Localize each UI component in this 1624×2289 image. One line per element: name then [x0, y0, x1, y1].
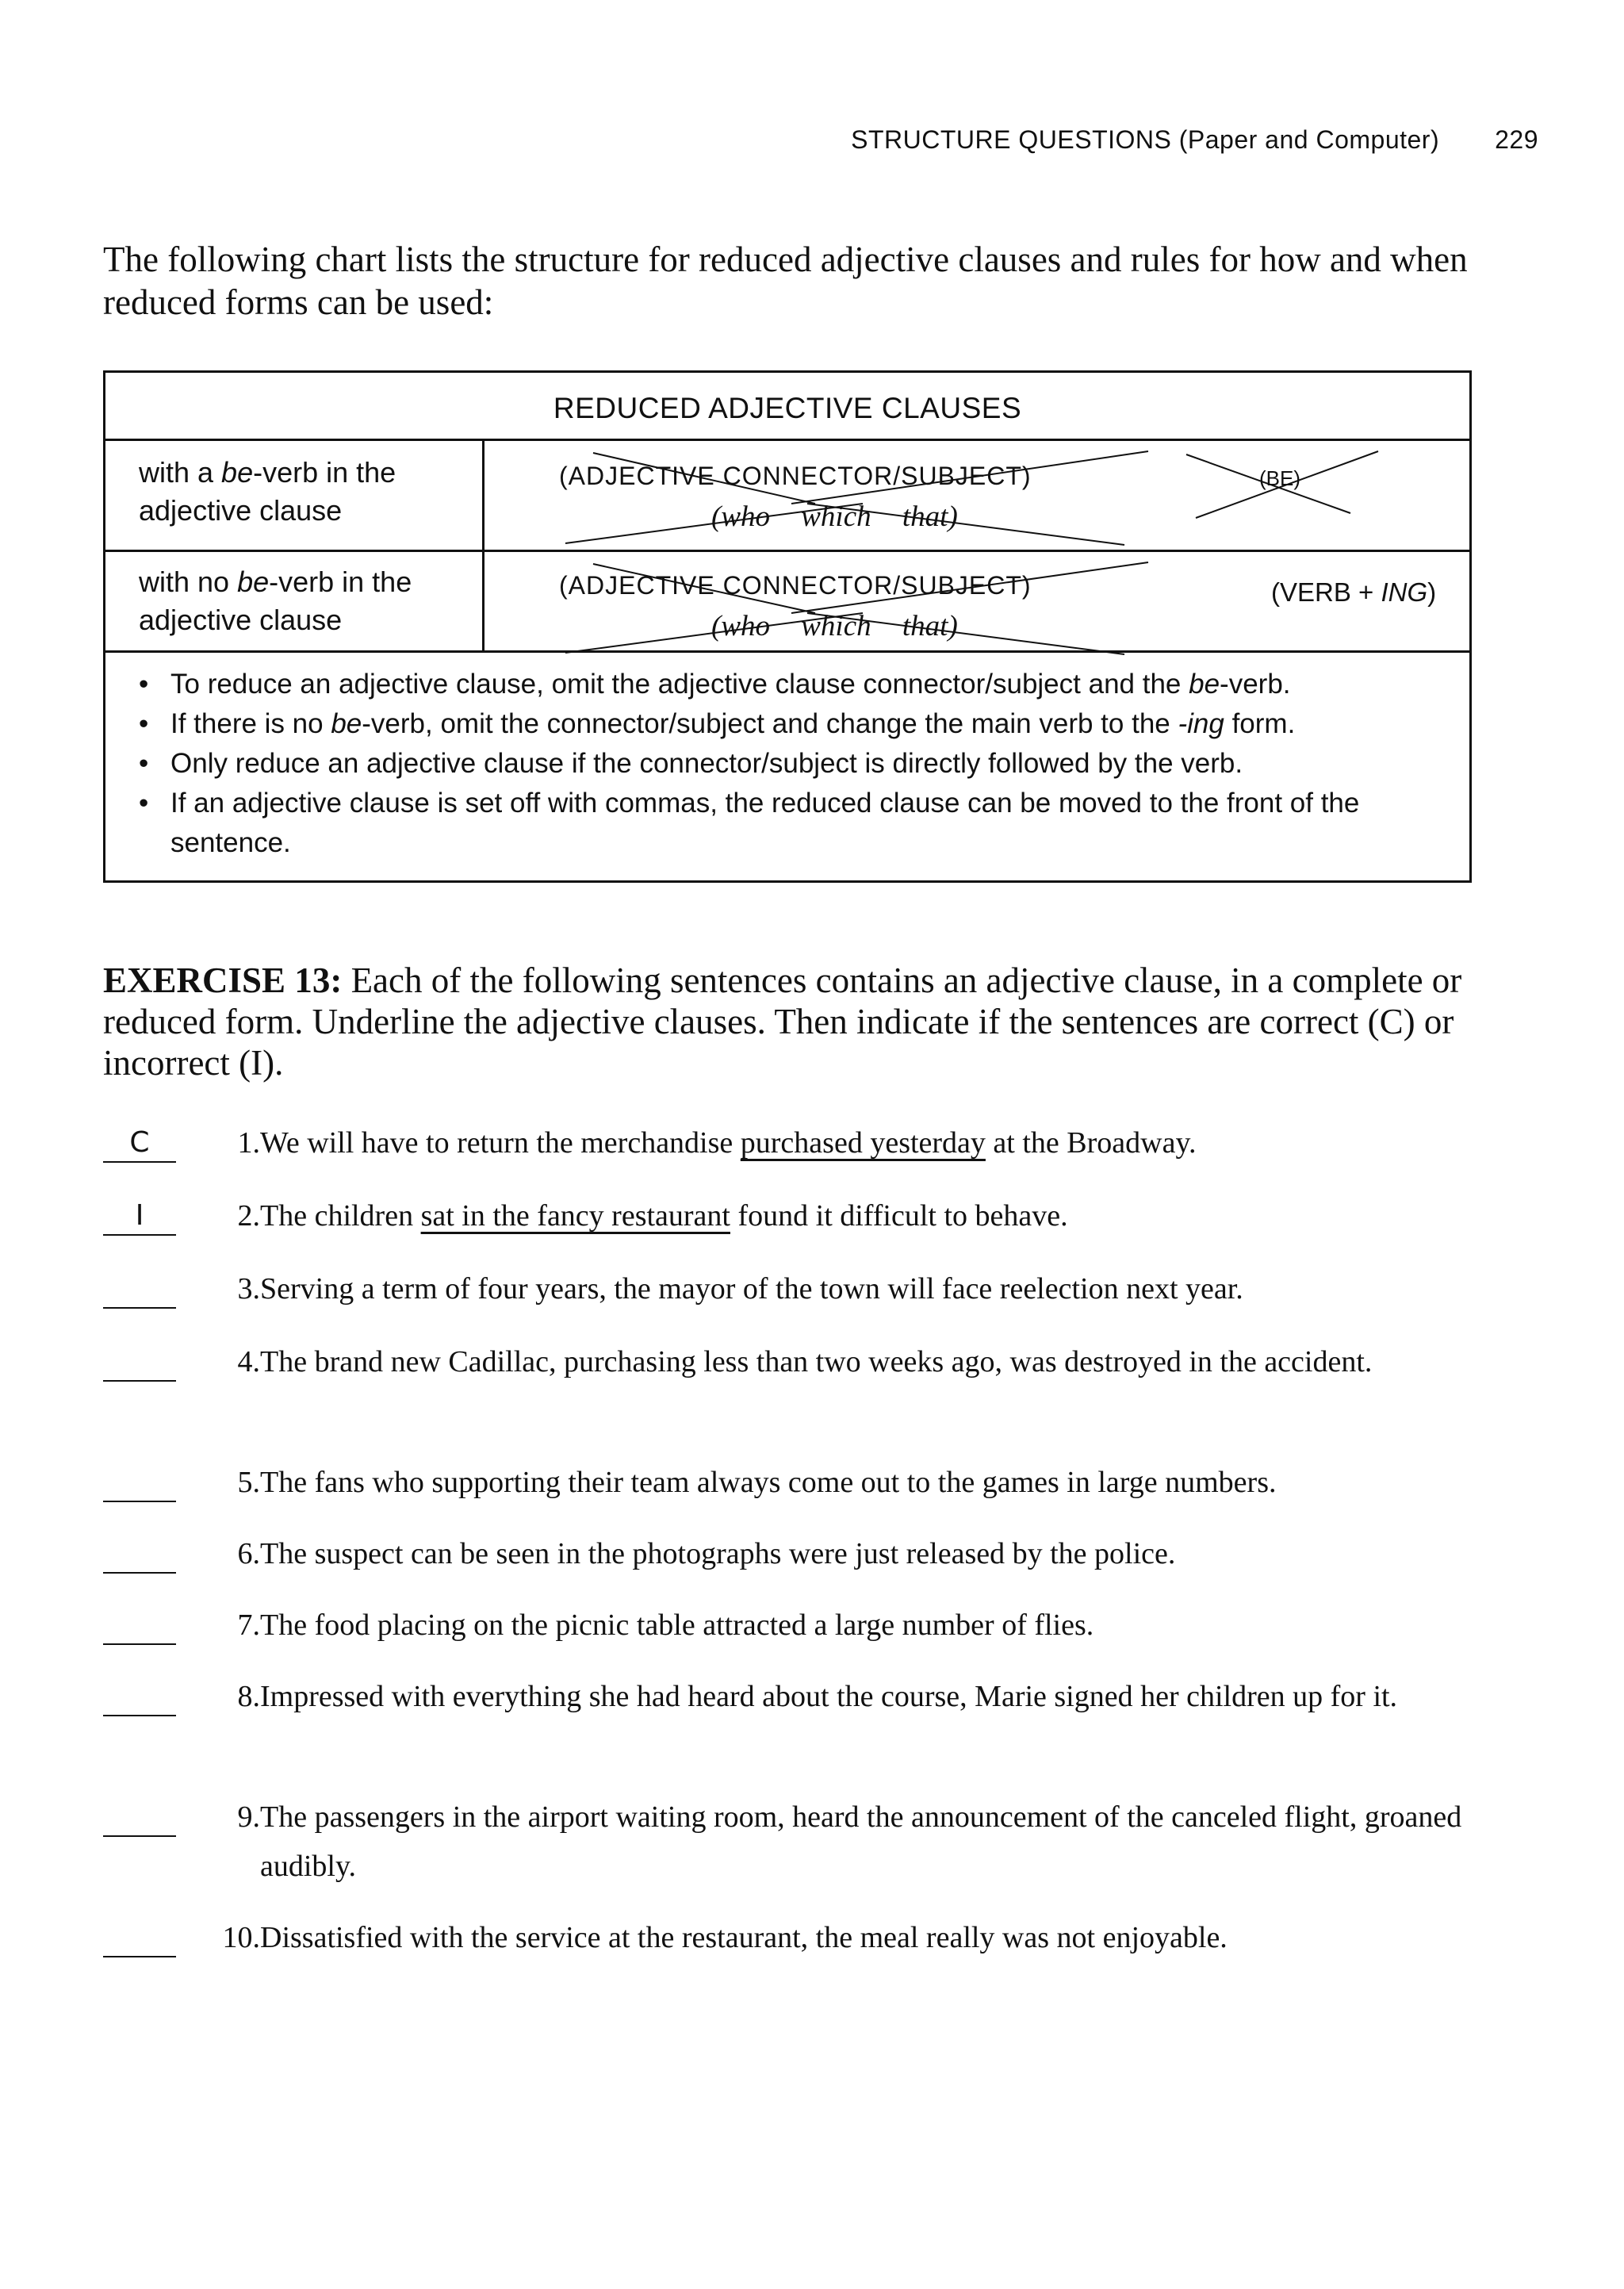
underlined-clause: purchased yesterday — [740, 1126, 986, 1160]
chart-title: REDUCED ADJECTIVE CLAUSES — [553, 392, 1022, 424]
rule-text: If there is no — [170, 708, 331, 739]
rule-emphasis: be — [331, 708, 362, 739]
connector-words-struck: (who which that) — [711, 610, 958, 642]
sentence-text: found it difficult to behave. — [730, 1199, 1068, 1233]
rule-emphasis: be — [1189, 669, 1220, 700]
exercise-instructions: Each of the following sentences contains an adjective clause, in a complete or reduced form. Underline the adjective clauses. Then indicate if the sentences are correct (C) or incorrect (I). — [103, 960, 1462, 1083]
ing-text: ING — [1381, 577, 1428, 607]
item-sentence: The fans who supporting their team always come out to the games in large numbers. — [260, 1466, 1277, 1499]
be-cross-lines — [1180, 448, 1386, 527]
sentence-text: at the Broadway. — [985, 1126, 1197, 1160]
chart-column-divider — [482, 439, 485, 650]
verb-text: (VERB + — [1271, 577, 1381, 607]
sentence-text: The children — [260, 1199, 421, 1233]
strike-lines — [546, 559, 1156, 662]
chart-divider — [105, 439, 1469, 441]
rule-text: -verb, omit the connector/subject and change the main verb to the — [362, 708, 1178, 739]
item-number: 3. — [237, 1272, 260, 1306]
rule-text: If an adjective clause is set off with commas, the reduced clause can be moved to the front of the sentence. — [170, 788, 1360, 858]
rule-item — [137, 704, 1438, 744]
label-text: -verb in the adjective clause — [139, 566, 412, 636]
sentence-text: We will have to return the merchandise — [260, 1126, 741, 1160]
connector-words-struck: (who which that) — [711, 500, 958, 533]
row-label-be-verb — [139, 454, 472, 530]
rule-emphasis: -ing — [1178, 708, 1224, 739]
rules-list — [137, 665, 1438, 863]
item-sentence: Dissatisfied with the service at the restaurant, the meal really was not enjoyable. — [260, 1921, 1228, 1954]
running-title: STRUCTURE QUESTIONS (Paper and Computer) — [851, 125, 1440, 154]
row-label-no-be-verb — [139, 563, 472, 639]
answer-blank[interactable]: I — [103, 1198, 176, 1236]
answer-blank[interactable]: C — [103, 1125, 176, 1163]
rule-item — [137, 744, 1438, 784]
connector-struck: (ADJECTIVE CONNECTOR/SUBJECT) — [559, 571, 1032, 600]
item-number: 9. — [237, 1800, 260, 1834]
answer-blank[interactable] — [103, 1678, 176, 1716]
intro-paragraph: The following chart lists the structure for reduced adjective clauses and rules for how and when reduced forms can be used: — [103, 240, 1468, 322]
label-text: with a — [139, 456, 222, 489]
item-number: 7. — [237, 1608, 260, 1642]
item-sentence: Serving a term of four years, the mayor of the town will face reelection next year. — [260, 1272, 1243, 1306]
answer-blank[interactable] — [103, 1464, 176, 1502]
exercise-label: EXERCISE 13: — [103, 960, 343, 1000]
close-paren: ) — [1427, 577, 1437, 607]
page-number: 229 — [1495, 125, 1538, 154]
answer-blank[interactable] — [103, 1271, 176, 1309]
item-sentence: The suspect can be seen in the photographs were just released by the police. — [260, 1537, 1176, 1570]
item-number: 4. — [237, 1345, 260, 1378]
answer-blank[interactable] — [103, 1799, 176, 1837]
verb-ing-result — [1271, 577, 1436, 608]
item-sentence — [260, 1191, 1465, 1240]
rule-item — [137, 784, 1438, 863]
running-head — [841, 125, 1538, 155]
be-struck: (BE) — [1259, 466, 1300, 490]
strike-lines — [546, 448, 1156, 551]
rule-text: form. — [1224, 708, 1296, 739]
item-number: 5. — [237, 1466, 260, 1499]
item-sentence: Impressed with everything she had heard about the course, Marie signed her children up for it. — [260, 1680, 1398, 1713]
label-emphasis: be — [237, 566, 270, 598]
item-sentence — [260, 1118, 1465, 1168]
label-emphasis: be — [221, 456, 254, 489]
connector-struck: (ADJECTIVE CONNECTOR/SUBJECT) — [559, 462, 1032, 490]
answer-blank[interactable] — [103, 1919, 176, 1957]
item-number: 6. — [237, 1537, 260, 1570]
rule-text: -verb. — [1220, 669, 1291, 700]
item-sentence: The passengers in the airport waiting room, heard the announcement of the canceled flight, groaned audibly. — [260, 1800, 1462, 1883]
item-number: 10. — [222, 1921, 260, 1954]
item-sentence: The food placing on the picnic table attracted a large number of flies. — [260, 1608, 1094, 1642]
answer-blank[interactable] — [103, 1344, 176, 1382]
reduced-adjective-clauses-chart — [103, 370, 1472, 883]
label-text: with no — [139, 566, 238, 598]
item-number: 8. — [237, 1680, 260, 1713]
rule-text: Only reduce an adjective clause if the connector/subject is directly followed by the verb. — [170, 748, 1243, 779]
answer-blank[interactable] — [103, 1536, 176, 1574]
rule-item — [137, 665, 1438, 704]
rule-text: To reduce an adjective clause, omit the adjective clause connector/subject and the — [170, 669, 1189, 700]
exercise-heading — [103, 960, 1475, 1083]
item-number: 2. — [237, 1199, 260, 1233]
item-sentence: The brand new Cadillac, purchasing less than two weeks ago, was destroyed in the accident. — [260, 1345, 1373, 1378]
label-text: -verb in the adjective clause — [139, 456, 396, 527]
underlined-clause: sat in the fancy restaurant — [420, 1199, 730, 1233]
item-number: 1. — [237, 1126, 260, 1160]
answer-blank[interactable] — [103, 1607, 176, 1645]
